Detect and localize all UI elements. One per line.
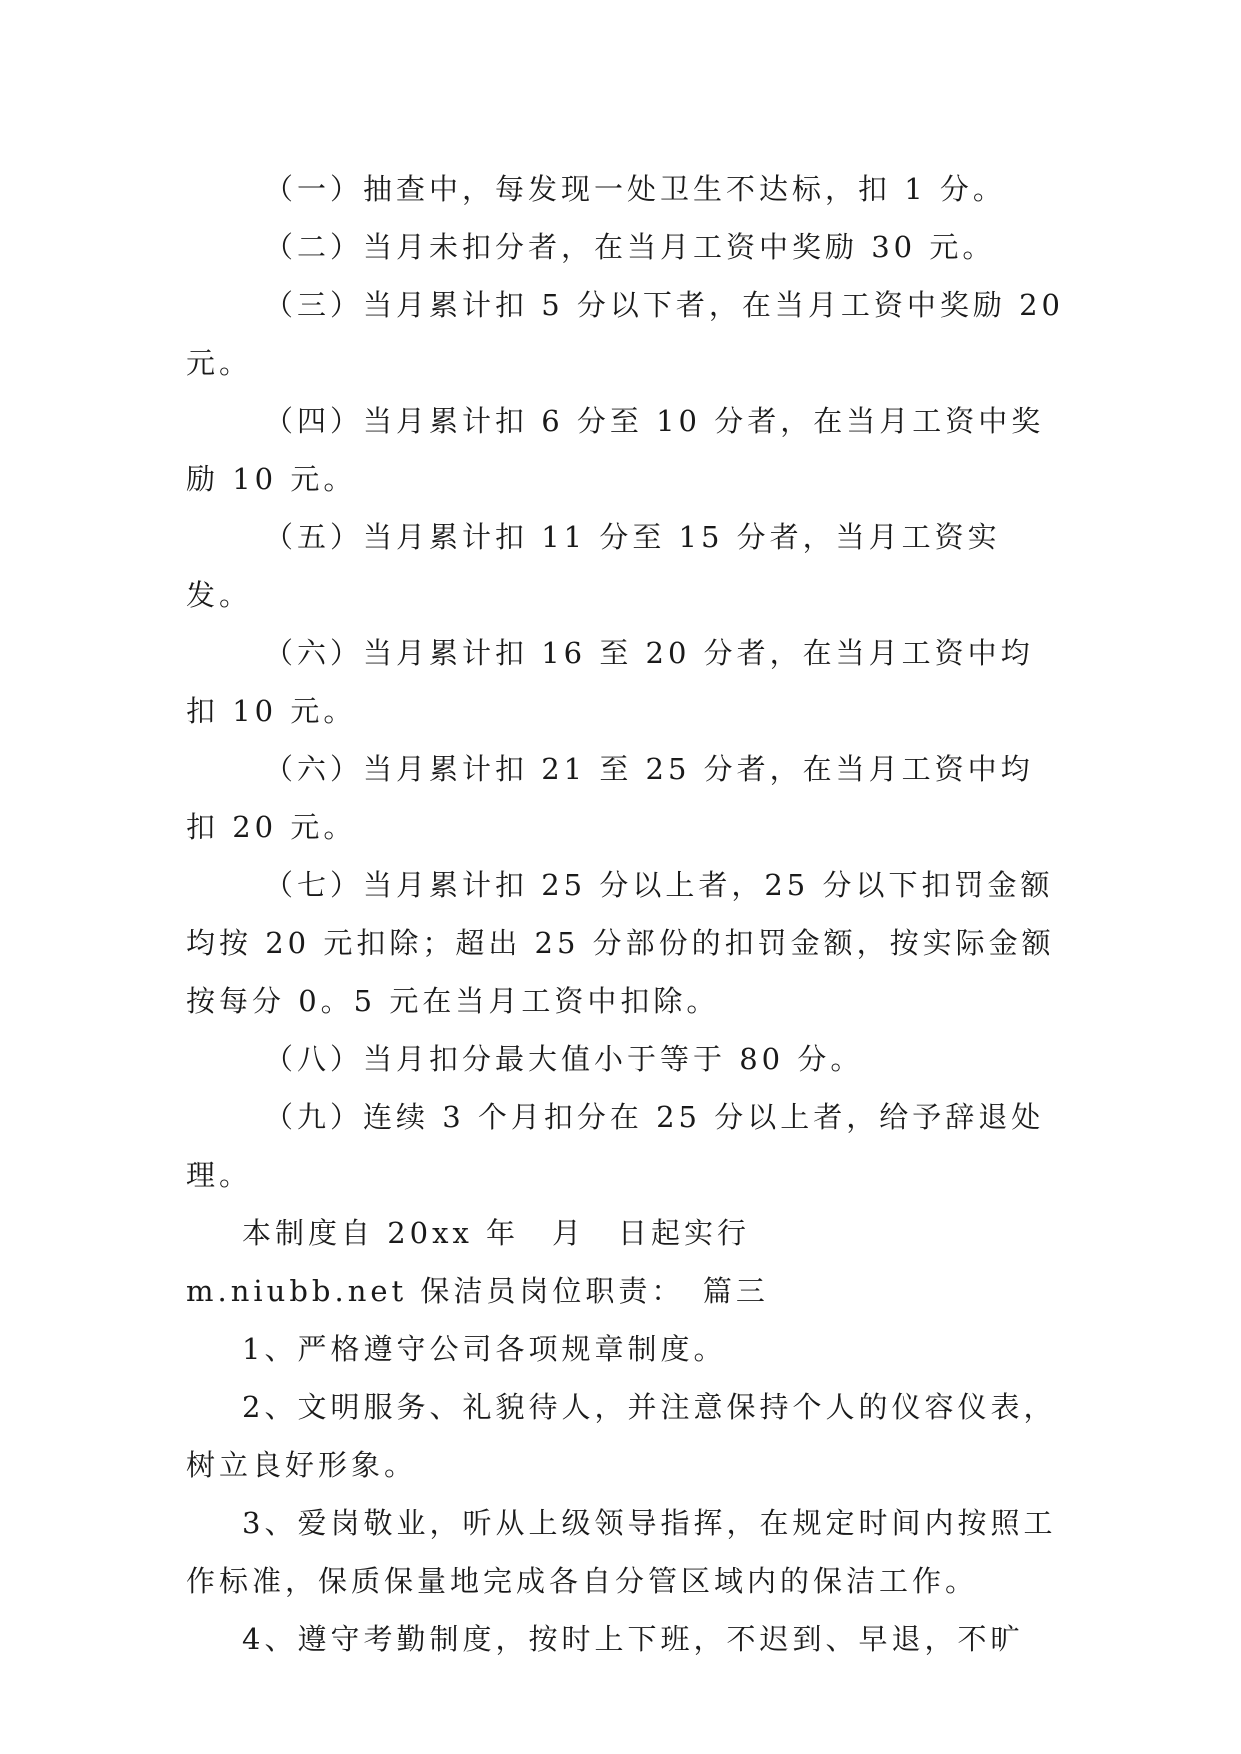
rule-item-2: （二）当月未扣分者，在当月工资中奖励 30 元。	[264, 230, 996, 264]
rule-item-6b: （六）当月累计扣 21 至 25 分者，在当月工资中均扣 20 元。	[186, 752, 1034, 844]
rule-item-7: （七）当月累计扣 25 分以上者，25 分以下扣罚金额均按 20 元扣除；超出 25 分部份的扣罚金额，按实际金额按每分 0。5 元在当月工资中扣除。	[186, 868, 1055, 1018]
rule-item-1: （一）抽查中，每发现一处卫生不达标，扣 1 分。	[264, 172, 1006, 206]
duty-item-3: 3、爱岗敬业，听从上级领导指挥，在规定时间内按照工作标准，保质保量地完成各自分管区域内的保洁工作。	[186, 1506, 1057, 1598]
rule-item-4: （四）当月累计扣 6 分至 10 分者，在当月工资中奖励 10 元。	[186, 404, 1045, 496]
section-heading: m.niubb.net 保洁员岗位职责： 篇三	[186, 1274, 769, 1308]
rule-item-9: （九）连续 3 个月扣分在 25 分以上者，给予辞退处理。	[186, 1100, 1045, 1192]
effective-date-line: 本制度自 20xx 年 月 日起实行	[242, 1216, 751, 1250]
rule-item-5: （五）当月累计扣 11 分至 15 分者，当月工资实发。	[186, 520, 1001, 612]
duty-item-4: 4、遵守考勤制度，按时上下班，不迟到、早退，不旷	[242, 1622, 1024, 1656]
rule-item-3: （三）当月累计扣 5 分以下者，在当月工资中奖励 20 元。	[186, 288, 1065, 380]
document-body	[186, 160, 1066, 1668]
duty-item-2: 2、文明服务、礼貌待人，并注意保持个人的仪容仪表，树立良好形象。	[186, 1390, 1057, 1482]
rule-item-8: （八）当月扣分最大值小于等于 80 分。	[264, 1042, 864, 1076]
duty-item-1: 1、严格遵守公司各项规章制度。	[242, 1332, 727, 1366]
rule-item-6a: （六）当月累计扣 16 至 20 分者，在当月工资中均扣 10 元。	[186, 636, 1034, 728]
